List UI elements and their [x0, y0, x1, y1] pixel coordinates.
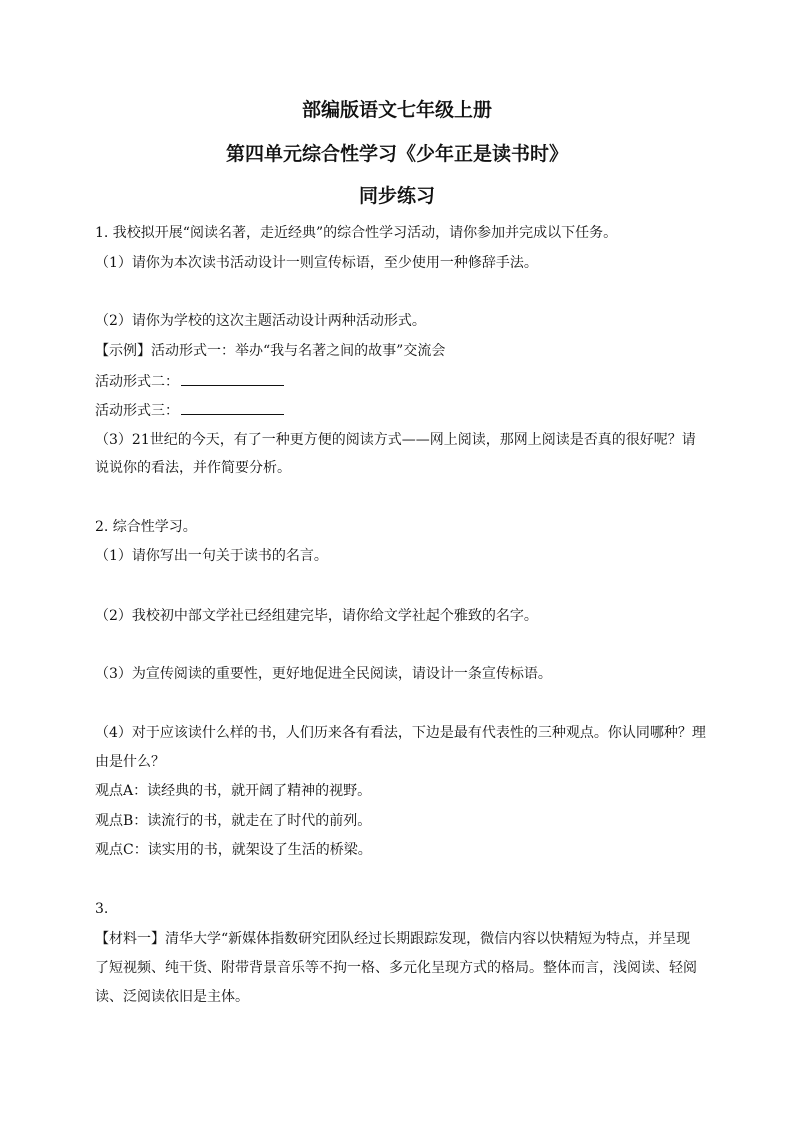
q3-material1-line3: 读、泛阅读依旧是主体。: [95, 989, 249, 1005]
q3-material1-line1: 【材料一】清华大学“新媒体指数研究团队经过长期跟踪发现，微信内容以快精短为特点，并呈现: [95, 931, 691, 947]
q1-form3-row: [95, 400, 705, 421]
q1-form2-blank[interactable]: [181, 371, 284, 386]
q3-material1-line2: 了短视频、纯干货、附带背景音乐等不拘一格、多元化呈现方式的格局。整体而言，浅阅读、轻阅: [95, 960, 697, 976]
q1-sub3-line1: （3）21世纪的今天，有了一种更方便的阅读方式——网上阅读，那网上阅读是否真的很好呢？请: [95, 432, 696, 448]
q2-sub1: （1）请你写出一句关于读书的名言。: [95, 548, 328, 564]
q3-stem: 3.: [95, 901, 109, 917]
q2-sub4-line2: 由是什么？: [95, 754, 165, 770]
q1-sub2: （2）请你为学校的这次主题活动设计两种活动形式。: [95, 313, 426, 329]
q2-sub2: （2）我校初中部文学社已经组建完毕，请你给文学社起个雅致的名字。: [95, 608, 538, 624]
q1-sub3-line2: 说说你的看法，并作简要分析。: [95, 460, 291, 476]
q1-form2-label: 活动形式二：: [95, 374, 179, 390]
document-title-line1: 部编版语文七年级上册: [301, 99, 492, 121]
q2-view-b: 观点B：读流行的书，就走在了时代的前列。: [95, 813, 372, 829]
q2-view-a: 观点A：读经典的书，就开阔了精神的视野。: [95, 783, 372, 799]
q2-sub3: （3）为宣传阅读的重要性，更好地促进全民阅读，请设计一条宣传标语。: [95, 666, 552, 682]
q1-stem: 1. 我校拟开展“阅读名著，走近经典”的综合性学习活动，请你参加并完成以下任务。: [95, 225, 618, 241]
document-title-line2: 第四单元综合性学习《少年正是读书时》: [225, 143, 568, 165]
q1-form2-row: [95, 371, 705, 392]
q2-sub4-line1: （4）对于应该读什么样的书，人们历来各有看法，下边是最有代表性的三种观点。你认同哪种？理: [95, 725, 706, 741]
q1-form3-blank[interactable]: [181, 400, 284, 415]
q2-view-c: 观点C：读实用的书，就架设了生活的桥梁。: [95, 842, 372, 858]
q1-example: 【示例】活动形式一：举办“我与名著之间的故事”交流会: [95, 343, 446, 359]
q1-form3-label: 活动形式三：: [95, 403, 179, 419]
q2-stem: 2. 综合性学习。: [95, 519, 197, 535]
q1-sub1: （1）请你为本次读书活动设计一则宣传标语，至少使用一种修辞手法。: [95, 255, 538, 271]
document-title-line3: 同步练习: [358, 185, 435, 207]
